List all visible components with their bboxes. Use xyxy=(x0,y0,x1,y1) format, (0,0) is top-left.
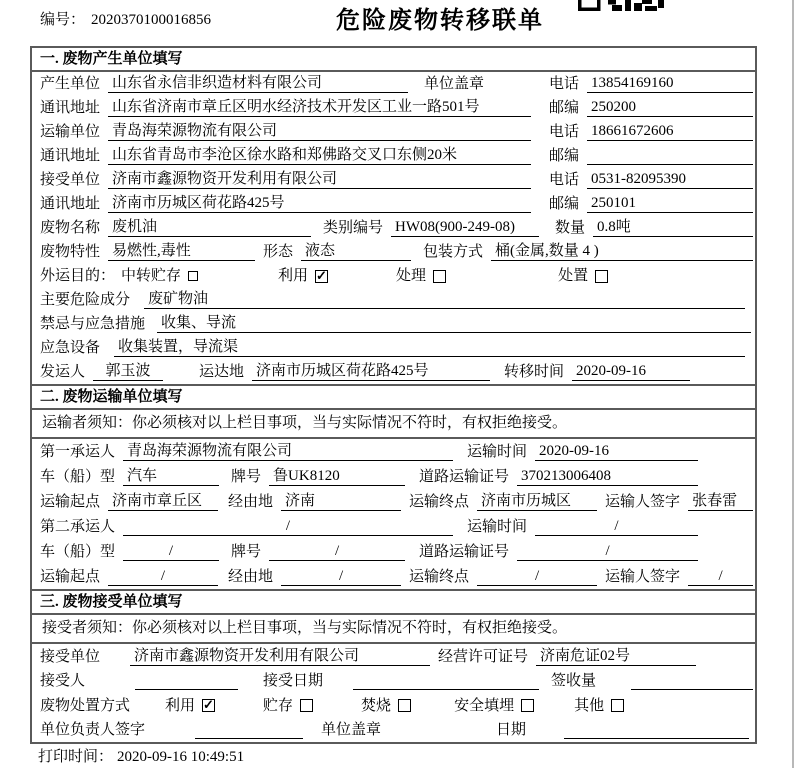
transporter-value: 青岛海荣源物流有限公司 xyxy=(108,122,531,141)
transfer-time-value: 2020-09-16 xyxy=(572,362,690,381)
time1-value: 2020-09-16 xyxy=(535,442,698,461)
producer-addr-label: 通讯地址 xyxy=(40,100,101,116)
purpose-option-dispose xyxy=(558,267,608,285)
sign1-label: 运输人签字 xyxy=(605,494,681,510)
transporter-addr-label: 通讯地址 xyxy=(40,148,101,164)
license2-value: / xyxy=(517,542,698,561)
disposal-option-landfill xyxy=(454,697,534,715)
license1-label: 道路运输证号 xyxy=(419,469,510,485)
checkbox-checked-icon xyxy=(315,270,328,283)
form-label: 形态 xyxy=(263,244,294,260)
row-route1 xyxy=(32,489,755,514)
receiver-phone-label: 电话 xyxy=(548,172,579,188)
transporter-phone-label: 电话 xyxy=(548,124,579,140)
receiver-zip-label: 邮编 xyxy=(548,196,579,212)
quantity-label: 数量 xyxy=(555,220,586,236)
license2-label: 道路运输证号 xyxy=(419,544,510,560)
receiver-addr-value: 济南市历城区荷花路425号 xyxy=(108,194,531,213)
via2-value: / xyxy=(281,567,401,586)
equipment-label: 应急设备 xyxy=(40,340,101,356)
purpose-option-label: 利用 xyxy=(278,268,309,284)
transporter-zip-label: 邮编 xyxy=(548,148,579,164)
hazard-label: 主要危险成分 xyxy=(40,292,131,308)
checkbox-unchecked-icon xyxy=(595,270,608,283)
disposal-option-recycle xyxy=(165,697,215,715)
producer-phone-value: 13854169160 xyxy=(587,74,753,93)
vehicle1-label: 车（船）型 xyxy=(40,469,116,485)
purpose-label: 外运目的： xyxy=(40,268,116,284)
receiver-zip-value: 250101 xyxy=(587,194,753,213)
row-vehicle2 xyxy=(32,539,755,564)
time2-label: 运输时间 xyxy=(467,519,528,535)
row-disposal xyxy=(32,693,755,718)
destination-label: 运达地 xyxy=(199,364,245,380)
transfer-time-label: 转移时间 xyxy=(504,364,565,380)
print-time-label: 打印时间： xyxy=(38,749,114,765)
accept-unit-label: 接受单位 xyxy=(40,648,101,665)
vehicle1-value: 汽车 xyxy=(123,467,219,486)
form-value: 液态 xyxy=(301,242,411,261)
checkbox-unchecked-icon xyxy=(398,699,411,712)
via2-label: 经由地 xyxy=(228,569,274,585)
purpose-option-label: 处理 xyxy=(396,268,427,284)
operating-license-label: 经营许可证号 xyxy=(438,648,529,665)
category-label: 类别编号 xyxy=(323,220,384,236)
row-shipper xyxy=(32,360,755,384)
disposal-option-label: 其他 xyxy=(574,697,605,714)
carrier2-label: 第二承运人 xyxy=(40,519,116,535)
purpose-option-transfer-storage xyxy=(121,267,198,285)
category-value: HW08(900-249-08) xyxy=(391,218,539,237)
transporter-notice: 运输者须知：你必须核对以上栏目事项，当与实际情况不符时，有权拒绝接受。 xyxy=(32,410,755,439)
unit-seal-label: 单位盖章 xyxy=(424,76,485,92)
row-receiver-address xyxy=(32,192,755,216)
purpose-option-treat xyxy=(396,267,446,285)
disposal-option-label: 贮存 xyxy=(263,697,294,714)
disposal-option-label: 焚烧 xyxy=(361,697,392,714)
end2-value: / xyxy=(477,567,597,586)
disposal-option-store xyxy=(263,697,313,715)
disposal-label: 废物处置方式 xyxy=(40,697,131,714)
disposal-option-label: 安全填埋 xyxy=(454,697,515,714)
row-hazard xyxy=(32,288,755,312)
transporter-phone-value: 18661672606 xyxy=(587,122,753,141)
acceptor-label: 接受人 xyxy=(40,673,86,689)
date-label: 日期 xyxy=(496,722,527,738)
receiver-label: 接受单位 xyxy=(40,172,101,188)
row-route2 xyxy=(32,564,755,589)
waste-name-label: 废物名称 xyxy=(40,220,101,236)
origin2-label: 运输起点 xyxy=(40,569,101,585)
origin1-label: 运输起点 xyxy=(40,494,101,510)
trait-value: 易燃性,毒性 xyxy=(108,242,255,261)
producer-phone-label: 电话 xyxy=(548,76,579,92)
origin1-value: 济南市章丘区 xyxy=(108,492,218,511)
row-equipment xyxy=(32,336,755,360)
hazard-value: 废矿物油 xyxy=(144,290,745,309)
waste-name-value: 废机油 xyxy=(108,218,311,237)
equipment-value: 收集装置，导流渠 xyxy=(114,338,745,357)
purpose-option-label: 处置 xyxy=(558,268,589,284)
row-vehicle1 xyxy=(32,464,755,489)
page-edge-line xyxy=(792,0,794,768)
license1-value: 370213006408 xyxy=(517,467,698,486)
row-purpose xyxy=(32,264,755,288)
producer-label: 产生单位 xyxy=(40,76,101,92)
vehicle2-label: 车（船）型 xyxy=(40,544,116,560)
packing-label: 包装方式 xyxy=(423,244,484,260)
packing-value: 桶(金属,数量 4 ) xyxy=(491,242,753,261)
print-time xyxy=(38,745,248,766)
operating-license-value: 济南危证02号 xyxy=(536,647,696,666)
row-taboo xyxy=(32,312,755,336)
receiver-value: 济南市鑫源物资开发利用有限公司 xyxy=(108,170,531,189)
taboo-value: 收集、导流 xyxy=(157,314,751,333)
qr-code-fragment xyxy=(578,0,664,11)
producer-addr-value: 山东省济南市章丘区明水经济技术开发区工业一路501号 xyxy=(108,98,531,117)
row-carrier1 xyxy=(32,439,755,464)
sign1-value: 张春雷 xyxy=(688,492,753,511)
row-producer-address xyxy=(32,96,755,120)
doc-number xyxy=(40,8,211,29)
section3-header: 三. 废物接受单位填写 xyxy=(32,589,755,615)
checkbox-unchecked-icon xyxy=(433,270,446,283)
unit-seal-label-2: 单位盖章 xyxy=(321,722,382,738)
carrier1-value: 青岛海荣源物流有限公司 xyxy=(123,442,453,461)
page-title: 危险废物转移联单 xyxy=(336,8,544,34)
vehicle2-value: / xyxy=(123,542,219,561)
trait-label: 废物特性 xyxy=(40,244,101,260)
receiver-phone-value: 0531-82095390 xyxy=(587,170,753,189)
row-manager-sign xyxy=(32,718,755,743)
accept-unit-value: 济南市鑫源物资开发利用有限公司 xyxy=(130,647,430,666)
checkbox-unchecked-icon xyxy=(300,699,313,712)
via1-label: 经由地 xyxy=(228,494,274,510)
date-value xyxy=(564,720,749,739)
carrier1-label: 第一承运人 xyxy=(40,444,116,460)
end1-value: 济南市历城区 xyxy=(477,492,597,511)
checkbox-checked-icon xyxy=(202,699,215,712)
acceptor-value xyxy=(135,671,238,690)
row-waste-trait xyxy=(32,240,755,264)
plate1-label: 牌号 xyxy=(231,469,262,485)
purpose-option-recycle xyxy=(278,267,328,285)
acceptor-notice: 接受者须知：你必须核对以上栏目事项，当与实际情况不符时，有权拒绝接受。 xyxy=(32,615,755,644)
time1-label: 运输时间 xyxy=(467,444,528,460)
producer-value: 山东省永信非织造材料有限公司 xyxy=(108,74,408,93)
checkbox-unchecked-icon xyxy=(188,271,198,281)
shipper-value: 郭玉波 xyxy=(93,362,163,381)
plate2-value: / xyxy=(269,542,405,561)
time2-value: / xyxy=(535,517,698,536)
purpose-option-label: 中转贮存 xyxy=(121,268,182,284)
end2-label: 运输终点 xyxy=(409,569,470,585)
sign-qty-value xyxy=(631,671,753,690)
receiver-addr-label: 通讯地址 xyxy=(40,196,101,212)
quantity-value: 0.8吨 xyxy=(593,218,753,237)
section2-header: 二. 废物运输单位填写 xyxy=(32,384,755,410)
transporter-addr-value: 山东省青岛市李沧区徐水路和郑佛路交叉口东侧20米 xyxy=(108,146,531,165)
row-receiver xyxy=(32,168,755,192)
producer-zip-label: 邮编 xyxy=(548,100,579,116)
sign-qty-label: 签收量 xyxy=(551,673,597,689)
accept-date-label: 接受日期 xyxy=(263,673,324,689)
row-carrier2 xyxy=(32,514,755,539)
disposal-option-other xyxy=(574,697,624,715)
via1-value: 济南 xyxy=(281,492,401,511)
sign2-value: / xyxy=(688,567,753,586)
row-waste-name xyxy=(32,216,755,240)
disposal-option-label: 利用 xyxy=(165,697,196,714)
plate2-label: 牌号 xyxy=(231,544,262,560)
plate1-value: 鲁UK8120 xyxy=(269,467,405,486)
transporter-label: 运输单位 xyxy=(40,124,101,140)
row-accept-unit xyxy=(32,644,755,669)
producer-zip-value: 250200 xyxy=(587,98,753,117)
checkbox-unchecked-icon xyxy=(521,699,534,712)
accept-date-value xyxy=(353,671,539,690)
manager-sign-label: 单位负责人签字 xyxy=(40,722,146,738)
transporter-zip-value xyxy=(587,146,753,165)
sign2-label: 运输人签字 xyxy=(605,569,681,585)
end1-label: 运输终点 xyxy=(409,494,470,510)
shipper-label: 发运人 xyxy=(40,364,86,380)
disposal-option-incinerate xyxy=(361,697,411,715)
carrier2-value: / xyxy=(123,517,453,536)
destination-value: 济南市历城区荷花路425号 xyxy=(252,362,490,381)
section1-header: 一. 废物产生单位填写 xyxy=(32,48,755,72)
origin2-value: / xyxy=(108,567,218,586)
row-transporter-address xyxy=(32,144,755,168)
taboo-label: 禁忌与应急措施 xyxy=(40,316,146,332)
row-producer xyxy=(32,72,755,96)
print-time-value: 2020-09-16 10:49:51 xyxy=(117,749,245,765)
doc-number-value: 2020370100016856 xyxy=(91,12,212,28)
manager-sign-value xyxy=(195,720,303,739)
doc-number-label: 编号： xyxy=(40,12,86,28)
row-transporter xyxy=(32,120,755,144)
checkbox-unchecked-icon xyxy=(611,699,624,712)
manifest-form xyxy=(30,46,757,744)
row-acceptor xyxy=(32,669,755,694)
